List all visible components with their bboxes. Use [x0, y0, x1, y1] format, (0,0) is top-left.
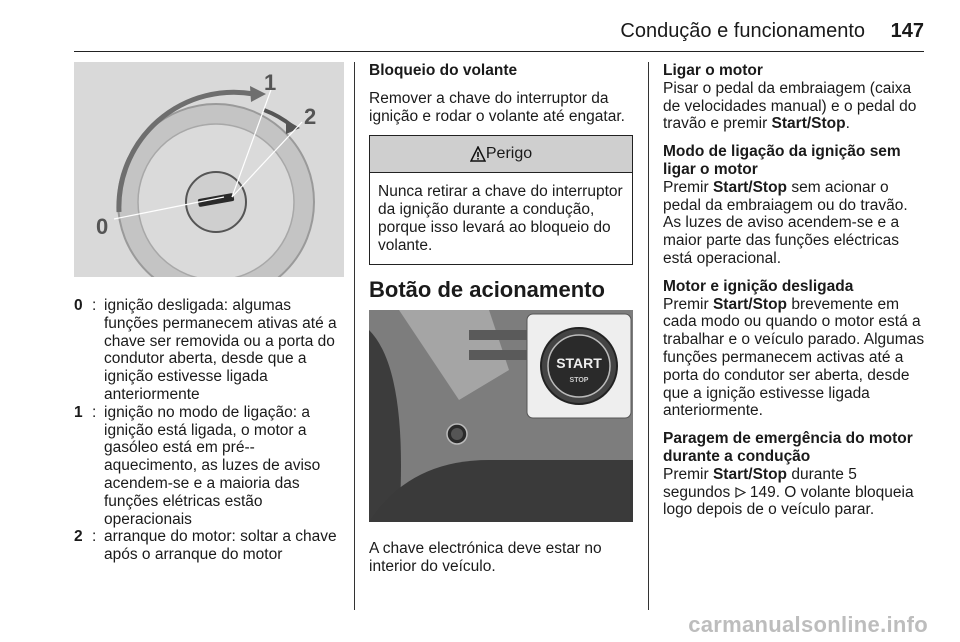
start-stop-bold: Start/Stop [712, 465, 788, 483]
text-run: Premir [663, 295, 713, 313]
text-run: sem acionar o pedal da embraiagem ou do travão. As luzes de aviso acendem-se e a maior parte das funções eléctricas está operacional. [663, 178, 908, 267]
page-reference-icon [735, 487, 746, 498]
legend-key: 2 [74, 528, 83, 546]
column-2 [369, 62, 633, 576]
danger-title: Perigo [485, 145, 533, 163]
header-title: Condução e funcionamento [620, 20, 865, 42]
ignition-mode-block [663, 143, 927, 268]
start-engine-title: Ligar o motor [663, 62, 763, 79]
start-button-caption: A chave electrónica deve estar no interior do veículo. [369, 540, 602, 576]
start-stop-bold: Start/Stop [771, 115, 846, 133]
legend-key: 1 [74, 403, 83, 421]
column-divider-1 [354, 62, 355, 610]
start-button-illustration [369, 310, 633, 522]
text-run: Premir [663, 465, 713, 483]
start-stop-bold: Start/Stop [712, 178, 788, 196]
figure-label-0: 0 [96, 214, 109, 239]
start-label: START [556, 355, 602, 372]
column-divider-2 [648, 62, 649, 610]
emergency-stop-block [663, 430, 927, 519]
legend-separator: : [92, 528, 97, 546]
legend-row [74, 404, 344, 529]
text-run: durante 5 segundos [663, 465, 857, 501]
ignition-mode-text [663, 179, 927, 268]
legend-text: ignição desligada: algumas funções permanecem ativas até a chave ser removida ou a porta do condutor aberta, desde que a ignição estivesse ligada anteriormente [104, 297, 337, 403]
legend-row [74, 297, 344, 404]
danger-text: Nunca retirar a chave do interruptor da ignição durante a condução, porque isso levará ao bloqueio do volante. [378, 183, 623, 254]
emergency-stop-text [663, 466, 927, 519]
page-number: 147 [890, 20, 924, 42]
figure-label-1: 1 [264, 70, 277, 95]
text-run: Pisar o pedal da embraiagem (caixa de velocidades manual) e o pedal do travão e premir [663, 79, 917, 133]
emergency-stop-title: Paragem de emergência do motor durante a condução [663, 430, 913, 465]
start-engine-text [663, 80, 927, 133]
text-run: Premir [663, 178, 713, 196]
legend-text: arranque do motor: soltar a chave após o arranque do motor [104, 528, 337, 564]
engine-off-text [663, 296, 927, 421]
text-run: 149. O volante bloqueia logo depois de o veículo parar. [663, 483, 914, 519]
ignition-switch-illustration [74, 62, 344, 277]
stop-label: STOP [569, 377, 589, 385]
text-run: . [845, 115, 850, 133]
ignition-switch-figure [74, 62, 344, 277]
section-heading-start-button: Botão de acionamento [369, 276, 605, 302]
column-1 [74, 62, 344, 564]
start-engine-block [663, 62, 927, 133]
legend-separator: : [92, 297, 97, 314]
ignition-mode-title: Modo de ligação da ignição sem ligar o motor [663, 143, 901, 178]
engine-off-title: Motor e ignição desligada [663, 277, 854, 295]
legend-separator: : [92, 403, 97, 421]
start-stop-bold: Start/Stop [712, 295, 788, 313]
header-rule [74, 51, 924, 52]
text-run: brevemente em cada modo ou quando o motor está a trabalhar e o veículo parado. Algumas funções permanecem activas até a porta do condutor ser aberta, desde que a ignição estivesse ligada anteriormente. [663, 295, 925, 420]
start-button-figure [369, 310, 633, 522]
legend-key: 0 [74, 297, 83, 314]
figure-label-2: 2 [304, 104, 317, 129]
steering-lock-paragraph: Remover a chave do interruptor da ignição e rodar o volante até engatar. [369, 89, 625, 125]
engine-off-block [663, 278, 927, 420]
section-heading-steering-lock: Bloqueio do volante [369, 62, 518, 79]
legend-row [74, 528, 344, 564]
danger-box [369, 135, 633, 264]
page-header [0, 0, 960, 52]
ignition-legend [74, 297, 344, 564]
danger-header [370, 136, 632, 173]
column-3 [663, 62, 927, 529]
warning-triangle-icon [470, 146, 486, 162]
legend-text: ignição no modo de ligação: a ignição está ligada, o motor a gasóleo está em pré--aquecimento, as luzes de aviso acendem-se e a maioria das funções elétricas estão operacionais [104, 403, 321, 528]
watermark: carmanualsonline.info [688, 612, 928, 637]
